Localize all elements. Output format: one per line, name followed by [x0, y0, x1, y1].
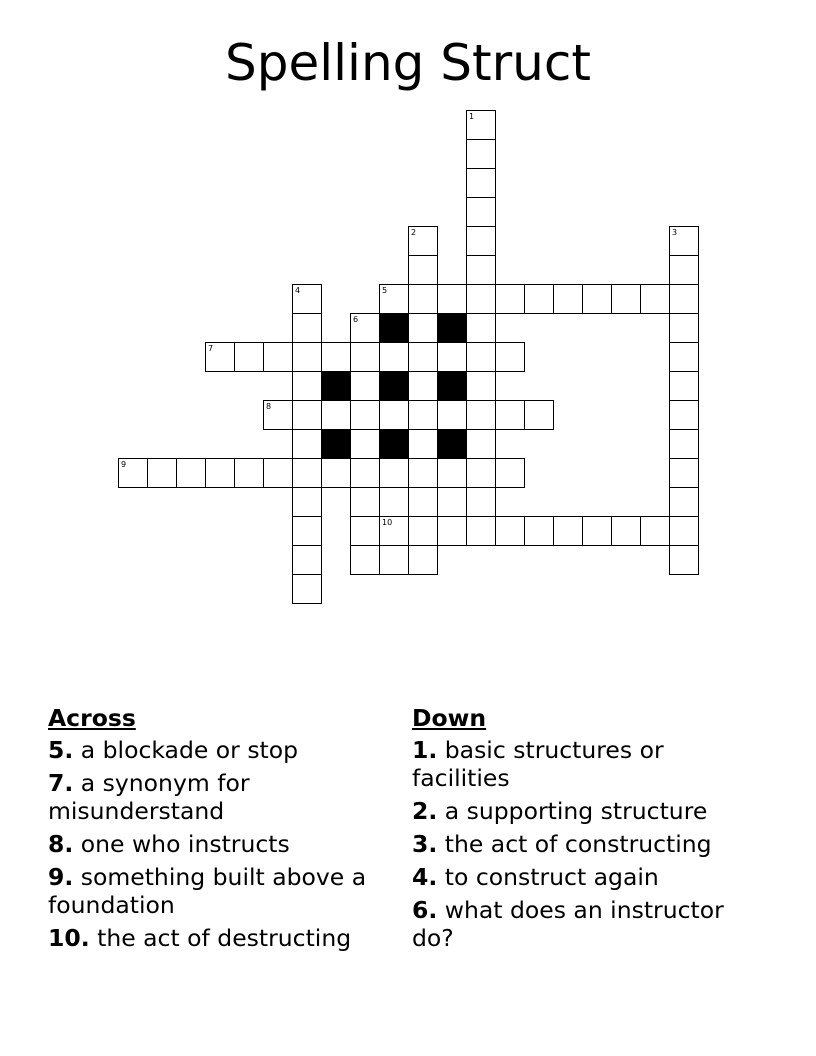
grid-cell[interactable]	[321, 458, 351, 488]
across-clues	[48, 703, 393, 957]
down-heading: Down	[412, 704, 487, 732]
grid-cell[interactable]	[466, 110, 496, 140]
grid-cell[interactable]	[466, 197, 496, 227]
clue-text: a synonym for misunderstand	[48, 769, 250, 825]
grid-cell[interactable]	[466, 226, 496, 256]
grid-cell[interactable]	[379, 545, 409, 575]
clue-text: one who instructs	[73, 830, 290, 858]
grid-cell[interactable]	[466, 371, 496, 401]
grid-cell[interactable]	[524, 516, 554, 546]
grid-cell[interactable]	[408, 342, 438, 372]
grid-cell[interactable]	[669, 284, 699, 314]
grid-cell[interactable]	[466, 284, 496, 314]
grid-cell[interactable]	[379, 487, 409, 517]
grid-cell[interactable]	[147, 458, 177, 488]
clue-number-label: 4	[295, 286, 301, 295]
grid-cell[interactable]	[553, 516, 583, 546]
grid-cell[interactable]	[495, 342, 525, 372]
grid-cell[interactable]	[350, 545, 380, 575]
grid-cell[interactable]	[437, 284, 467, 314]
grid-cell[interactable]	[379, 516, 409, 546]
grid-cell[interactable]	[669, 226, 699, 256]
grid-cell[interactable]	[263, 342, 293, 372]
grid-cell[interactable]	[466, 400, 496, 430]
grid-cell[interactable]	[495, 284, 525, 314]
grid-cell[interactable]	[292, 487, 322, 517]
grid-cell[interactable]	[669, 342, 699, 372]
grid-cell[interactable]	[408, 313, 438, 343]
grid-cell[interactable]	[350, 487, 380, 517]
grid-cell[interactable]	[466, 255, 496, 285]
clue-across-8	[48, 830, 393, 858]
grid-cell[interactable]	[466, 342, 496, 372]
grid-cell[interactable]	[466, 313, 496, 343]
grid-cell[interactable]	[292, 400, 322, 430]
grid-cell[interactable]	[553, 284, 583, 314]
grid-cell[interactable]	[408, 400, 438, 430]
clue-text: a blockade or stop	[73, 736, 299, 764]
clue-number: 7.	[48, 769, 74, 797]
grid-cell[interactable]	[379, 400, 409, 430]
grid-cell[interactable]	[408, 226, 438, 256]
grid-cell[interactable]	[408, 371, 438, 401]
grid-cell[interactable]	[611, 516, 641, 546]
grid-cell[interactable]	[640, 284, 670, 314]
grid-cell[interactable]	[263, 400, 293, 430]
clue-text: what does an instructor do?	[412, 896, 724, 952]
grid-cell[interactable]	[292, 574, 322, 604]
grid-cell[interactable]	[669, 487, 699, 517]
grid-block	[437, 429, 467, 459]
grid-cell[interactable]	[205, 458, 235, 488]
grid-cell[interactable]	[350, 458, 380, 488]
clue-number-label: 1	[469, 112, 475, 121]
clue-text: the act of destructing	[89, 924, 352, 952]
clue-text: a supporting structure	[437, 797, 708, 825]
grid-cell[interactable]	[292, 284, 322, 314]
grid-cell[interactable]	[669, 255, 699, 285]
grid-cell[interactable]	[118, 458, 148, 488]
clue-number: 6.	[412, 896, 438, 924]
grid-cell[interactable]	[437, 342, 467, 372]
grid-cell[interactable]	[437, 400, 467, 430]
clue-down-4	[412, 863, 757, 891]
grid-cell[interactable]	[292, 313, 322, 343]
across-heading: Across	[48, 704, 136, 732]
grid-cell[interactable]	[524, 284, 554, 314]
grid-cell[interactable]	[408, 255, 438, 285]
clue-down-1	[412, 736, 757, 792]
grid-cell[interactable]	[292, 342, 322, 372]
clue-number-label: 9	[121, 460, 127, 469]
grid-block	[379, 429, 409, 459]
grid-block	[379, 371, 409, 401]
grid-cell[interactable]	[292, 371, 322, 401]
grid-cell[interactable]	[408, 545, 438, 575]
grid-cell[interactable]	[466, 458, 496, 488]
clue-number: 4.	[412, 863, 438, 891]
grid-cell[interactable]	[234, 458, 264, 488]
grid-cell[interactable]	[669, 545, 699, 575]
grid-cell[interactable]	[321, 342, 351, 372]
clue-across-10	[48, 924, 393, 952]
clue-number-label: 6	[353, 315, 359, 324]
grid-cell[interactable]	[466, 487, 496, 517]
grid-cell[interactable]	[408, 284, 438, 314]
down-clues	[412, 703, 757, 957]
grid-cell[interactable]	[321, 400, 351, 430]
clue-down-2	[412, 797, 757, 825]
grid-cell[interactable]	[350, 342, 380, 372]
clue-number-label: 3	[672, 228, 678, 237]
grid-cell[interactable]	[234, 342, 264, 372]
grid-cell[interactable]	[292, 516, 322, 546]
clue-number: 5.	[48, 736, 74, 764]
grid-block	[437, 371, 467, 401]
grid-cell[interactable]	[466, 516, 496, 546]
grid-cell[interactable]	[669, 516, 699, 546]
clue-text: the act of constructing	[437, 830, 712, 858]
clue-across-9	[48, 863, 393, 919]
grid-cell[interactable]	[669, 313, 699, 343]
grid-block	[379, 313, 409, 343]
grid-cell[interactable]	[466, 139, 496, 169]
grid-cell[interactable]	[350, 516, 380, 546]
grid-cell[interactable]	[292, 458, 322, 488]
grid-cell[interactable]	[379, 458, 409, 488]
grid-cell[interactable]	[495, 400, 525, 430]
clue-number-label: 2	[411, 228, 417, 237]
clue-number-label: 10	[382, 518, 393, 527]
grid-cell[interactable]	[669, 429, 699, 459]
clue-number-label: 8	[266, 402, 272, 411]
clue-down-6	[412, 896, 757, 952]
clue-across-5	[48, 736, 393, 764]
grid-cell[interactable]	[611, 284, 641, 314]
grid-cell[interactable]	[379, 284, 409, 314]
grid-cell[interactable]	[495, 516, 525, 546]
grid-cell[interactable]	[437, 458, 467, 488]
grid-cell[interactable]	[669, 371, 699, 401]
clue-number: 8.	[48, 830, 74, 858]
grid-cell[interactable]	[495, 458, 525, 488]
grid-cell[interactable]	[292, 429, 322, 459]
grid-cell[interactable]	[350, 313, 380, 343]
clue-number: 1.	[412, 736, 438, 764]
page-title: Spelling Struct	[225, 34, 591, 92]
clue-number: 2.	[412, 797, 438, 825]
grid-cell[interactable]	[408, 487, 438, 517]
clue-number-label: 5	[382, 286, 388, 295]
grid-cell[interactable]	[669, 458, 699, 488]
grid-cell[interactable]	[408, 516, 438, 546]
grid-cell[interactable]	[350, 400, 380, 430]
clue-number: 10.	[48, 924, 90, 952]
grid-cell[interactable]	[437, 516, 467, 546]
grid-cell[interactable]	[408, 429, 438, 459]
grid-cell[interactable]	[524, 400, 554, 430]
clue-text: basic structures or facilities	[412, 736, 664, 792]
grid-cell[interactable]	[292, 545, 322, 575]
grid-cell[interactable]	[669, 400, 699, 430]
grid-cell[interactable]	[582, 516, 612, 546]
grid-cell[interactable]	[205, 342, 235, 372]
grid-cell[interactable]	[350, 429, 380, 459]
grid-cell[interactable]	[379, 342, 409, 372]
clue-text: something built above a foundation	[48, 863, 367, 919]
grid-cell[interactable]	[408, 458, 438, 488]
clue-down-3	[412, 830, 757, 858]
grid-cell[interactable]	[640, 516, 670, 546]
grid-cell[interactable]	[263, 458, 293, 488]
grid-block	[321, 429, 351, 459]
clue-number: 9.	[48, 863, 74, 891]
clue-across-7	[48, 769, 393, 825]
grid-cell[interactable]	[582, 284, 612, 314]
grid-cell[interactable]	[466, 168, 496, 198]
clue-text: to construct again	[437, 863, 659, 891]
clue-number: 3.	[412, 830, 438, 858]
grid-cell[interactable]	[466, 429, 496, 459]
clue-number-label: 7	[208, 344, 214, 353]
grid-block	[321, 371, 351, 401]
grid-cell[interactable]	[176, 458, 206, 488]
grid-cell[interactable]	[350, 371, 380, 401]
grid-block	[437, 313, 467, 343]
